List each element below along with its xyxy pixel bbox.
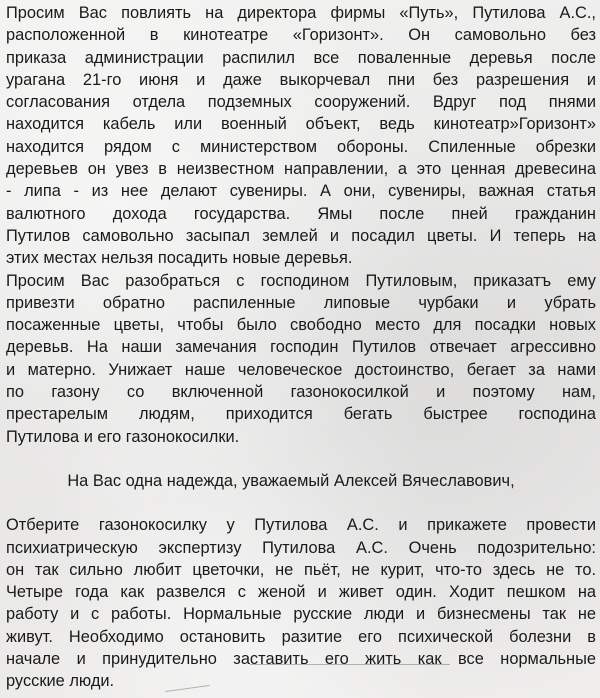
- paragraph-1: [6, 2, 596, 270]
- text-line: деревьев он увез в неизвестном направлении, а это ценная древесина: [6, 160, 596, 179]
- text-line: расположенной в кинотеатре «Горизонт». Он самовольно без: [6, 26, 596, 45]
- text-line: психиатрическую экспертизу Путилова А.С. Очень подозрительно:: [6, 538, 596, 557]
- text-line: находится рядом с министерством обороны. Спиленные обрезки: [6, 137, 596, 156]
- text-line: деревьв. На наши замечания господин Путилов отвечает агрессивно: [6, 338, 596, 357]
- text-line: работу и с работы. Нормальные русские люди и бизнесмены так не: [6, 605, 596, 624]
- text-line: он так сильно любит цветочки, не пьёт, не курит, что-то здесь не то.: [6, 560, 596, 579]
- text-line: начале и принудительно заставить его жить как все нормальные: [6, 650, 596, 669]
- appeal-line: На Вас одна надежда, уважаемый Алексей Вячеславович,: [67, 471, 515, 490]
- text-line: приказа администрации распилил все поваленные деревья после: [6, 48, 596, 67]
- text-line: живут. Необходимо остановить разитие его психической болезни в: [6, 627, 596, 646]
- text-line: находится кабель или военный объект, ведь кинотеатр»Горизонт»: [6, 115, 596, 134]
- text-line: по газону со включенной газонокосилкой и поэтому нам,: [6, 383, 596, 402]
- text-line: Четыре года как развелся с женой и живет один. Ходит пешком на: [6, 583, 596, 602]
- text-line: привезти обратно распиленные липовые чурбаки и убрать: [6, 293, 596, 312]
- text-line: Просим Вас разобраться с господином Путиловым, приказатъ ему: [6, 271, 596, 290]
- text-line: Просим Вас повлиять на директора фирмы «Путь», Путилова А.С.,: [6, 4, 596, 22]
- text-line: Путилов самовольно засыпал землей и посадил цветы. И теперь на: [6, 226, 596, 245]
- text-line: и матерно. Унижает наше человеческое достоинство, бегает за нами: [6, 360, 596, 379]
- text-line: Отберите газонокосилку у Путилова А.С. и прикажете провести: [6, 516, 596, 535]
- paragraph-2: [6, 270, 596, 448]
- scan-artifact-line: [250, 664, 450, 665]
- scanned-letter: [6, 2, 596, 693]
- text-line: русские люди.: [6, 672, 115, 691]
- text-line: - липа - из нее делают сувениры. А они, сувениры, важная статья: [6, 182, 596, 201]
- text-line: валютного дохода государства. Ямы после пней гражданин: [6, 204, 596, 223]
- text-line: урагана 21-го июня и даже выкорчевал пни без разрешения и: [6, 70, 596, 89]
- spacer: [6, 448, 596, 470]
- text-line: престарелым людям, приходится бегать быстрее господина: [6, 405, 596, 424]
- text-line: Путилова и его газонокосилки.: [6, 427, 240, 446]
- spacer: [6, 492, 596, 514]
- text-line: этих местах нельзя посадить новые деревья.: [6, 249, 353, 268]
- paragraph-3: [6, 514, 596, 692]
- text-line: согласования отдела подземных сооружений. Вдруг под пнями: [6, 93, 596, 112]
- text-line: посаженные цветы, чтобы было свободно место для посадки новых: [6, 316, 596, 335]
